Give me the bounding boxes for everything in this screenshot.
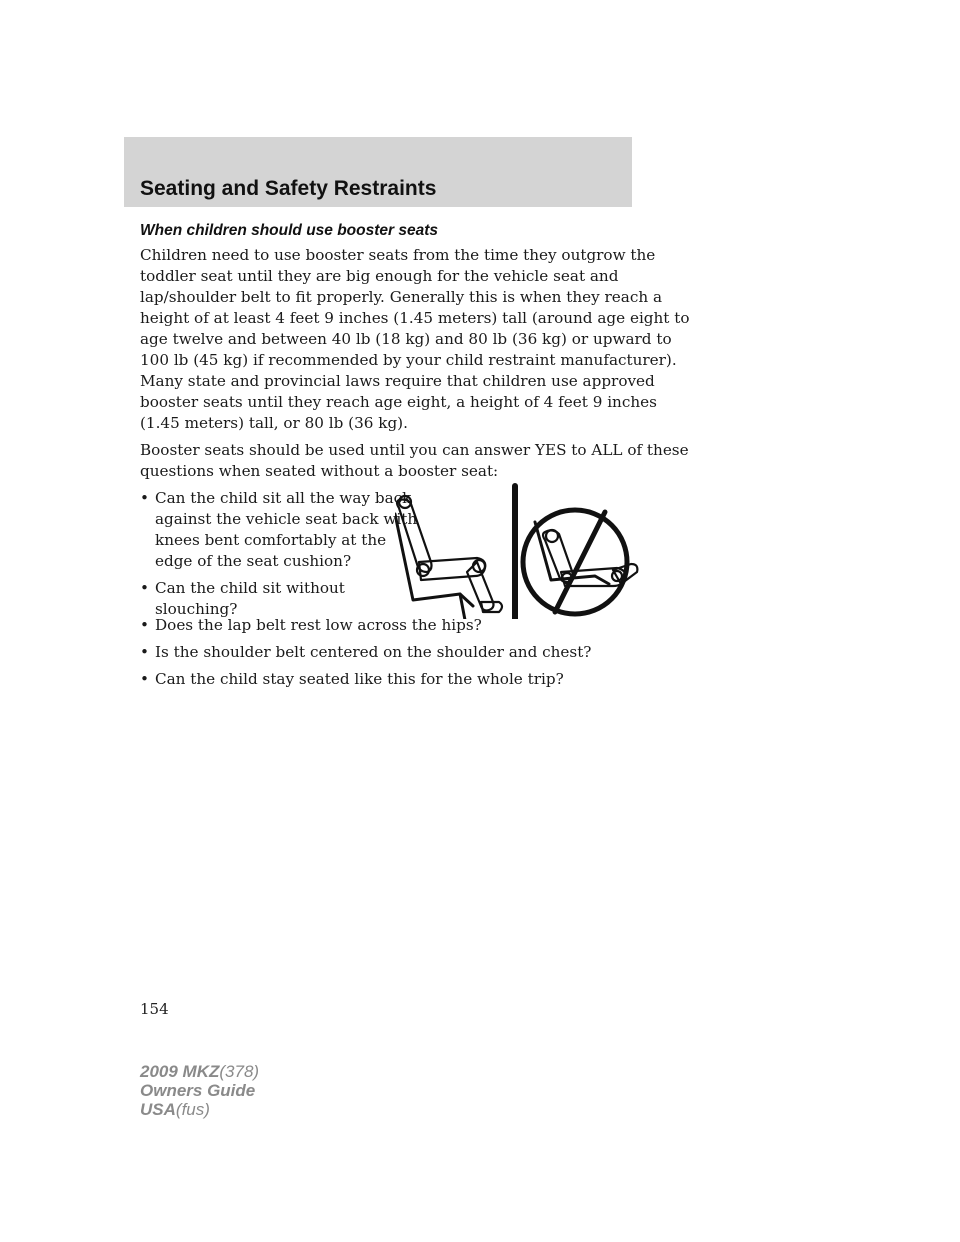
bullet-marker: • [140, 489, 149, 507]
footer-guide: Owners Guide [140, 1081, 256, 1100]
text-line: edge of the seat cushion? [155, 552, 352, 570]
section-heading: When children should use booster seats [140, 222, 438, 239]
text-line: Many state and provincial laws require that children use approved [140, 372, 655, 390]
text-line: against the vehicle seat back with [155, 510, 418, 528]
text-line: lap/shoulder belt to fit properly. Generally this is when they reach a [140, 288, 663, 306]
intro-paragraph [140, 245, 690, 434]
figure-row [140, 488, 640, 618]
text-line: Can the child sit all the way back [155, 489, 412, 507]
footer-market-code: (fus) [175, 1100, 210, 1119]
section-header-band [124, 137, 632, 207]
list-item [140, 642, 640, 663]
footer-model: 2009 MKZ [140, 1062, 220, 1081]
footer-line-model [140, 1062, 259, 1081]
text-line: Can the child stay seated like this for the whole trip? [155, 670, 564, 688]
text-line: Is the shoulder belt centered on the shoulder and chest? [155, 643, 592, 661]
bullet-list-bottom [140, 615, 640, 690]
page-number: 154 [140, 1000, 169, 1018]
text-line: booster seats until they reach age eight, a height of 4 feet 9 inches [140, 393, 657, 411]
bullet-marker: • [140, 670, 149, 688]
list-item [140, 669, 640, 690]
text-line: height of at least 4 feet 9 inches (1.45 meters) tall (around age eight to [140, 309, 690, 327]
text-line: slouching? [155, 600, 238, 618]
list-item [140, 615, 640, 636]
correct-vs-incorrect-seating-icon [395, 472, 771, 619]
text-line: questions when seated without a booster seat: [140, 462, 499, 480]
bullet-marker: • [140, 643, 149, 661]
correct-seating-figure [395, 496, 502, 619]
text-line: 100 lb (45 kg) if recommended by your child restraint manufacturer). [140, 351, 677, 369]
bullet-marker: • [140, 616, 149, 634]
text-line: knees bent comfortably at the [155, 531, 387, 549]
text-line: Children need to use booster seats from the time they outgrow the [140, 246, 656, 264]
text-line: toddler seat until they are big enough for the vehicle seat and [140, 267, 619, 285]
text-line: age twelve and between 40 lb (18 kg) and 80 lb (36 kg) or upward to [140, 330, 672, 348]
footer-imprint [140, 1062, 259, 1119]
text-line: (1.45 meters) tall, or 80 lb (36 kg). [140, 414, 408, 432]
bullet-marker: • [140, 579, 149, 597]
footer-model-code: (378) [219, 1062, 260, 1081]
text-line: Can the child sit without [155, 579, 345, 597]
text-line: Booster seats should be used until you can answer YES to ALL of these [140, 441, 689, 459]
text-line: Does the lap belt rest low across the hips? [155, 616, 482, 634]
section-title: Seating and Safety Restraints [140, 177, 437, 200]
prohibition-icon [523, 510, 627, 614]
main-content [140, 220, 690, 696]
footer-line-market [140, 1100, 259, 1119]
footer-line-guide [140, 1081, 259, 1100]
footer-market: USA [140, 1100, 176, 1119]
